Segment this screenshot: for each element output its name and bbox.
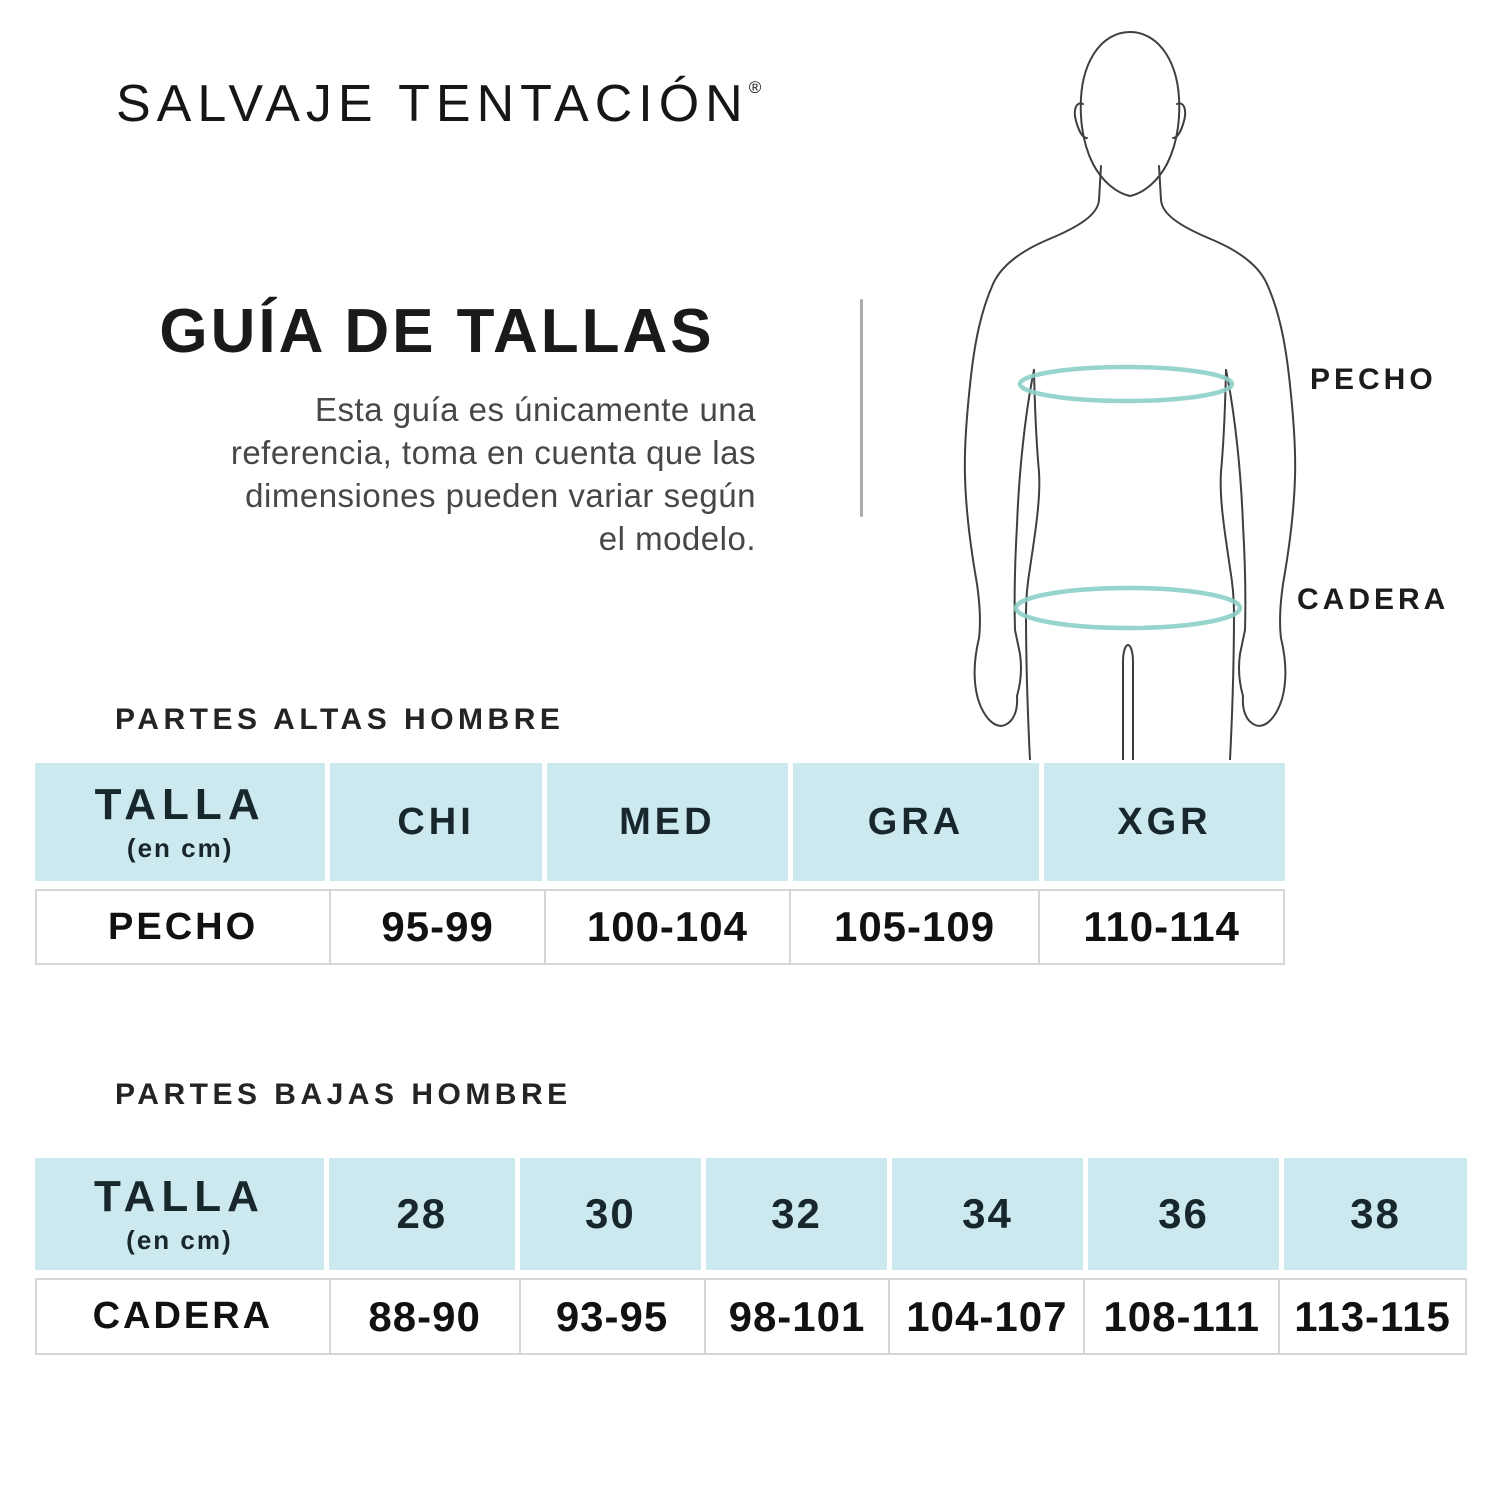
size-header-unit: (en cm) — [126, 833, 234, 863]
row-label-cell: PECHO — [108, 905, 259, 948]
value-cell: 113-115 — [1278, 1280, 1465, 1353]
bottoms-column-header — [1088, 1158, 1279, 1270]
tops-column-header — [793, 763, 1039, 881]
column-header-label: 30 — [585, 1190, 636, 1237]
tops-table-data-row — [35, 889, 1285, 965]
value-cell: 95-99 — [329, 891, 544, 963]
value-cell: 98-101 — [704, 1280, 889, 1353]
tops-column-header — [547, 763, 788, 881]
hips-measurement-ellipse — [1016, 588, 1240, 628]
bottoms-column-header — [892, 1158, 1083, 1270]
description-line: el modelo. — [598, 520, 756, 557]
size-header-label: TALLA — [94, 780, 266, 829]
inner-legs-line — [1123, 645, 1133, 760]
size-header-label: TALLA — [93, 1172, 265, 1221]
vertical-divider — [860, 299, 863, 517]
bottoms-column-header — [329, 1158, 515, 1270]
bottoms-section-title: PARTES BAJAS HOMBRE — [115, 1078, 572, 1111]
value-cell: 100-104 — [544, 891, 789, 963]
bottoms-column-header — [1284, 1158, 1467, 1270]
tops-size-table — [35, 763, 1285, 965]
description-line: referencia, toma en cuenta que las — [230, 434, 756, 471]
left-arm-outline — [965, 166, 1101, 726]
description-line: Esta guía es únicamente una — [315, 391, 756, 428]
column-header-label: 28 — [396, 1190, 448, 1237]
tops-table-header-row — [35, 763, 1285, 881]
value-cell: 110-114 — [1038, 891, 1283, 963]
column-header-label: XGR — [1117, 800, 1212, 843]
value-cell: 105-109 — [789, 891, 1039, 963]
tops-column-header — [330, 763, 542, 881]
right-torso-leg — [1221, 370, 1234, 760]
brand-name: SALVAJE TENTACIÓN — [116, 75, 749, 133]
bottoms-size-header-cell — [35, 1158, 324, 1270]
brand-logo — [116, 74, 761, 134]
tops-section-title: PARTES ALTAS HOMBRE — [115, 703, 565, 736]
column-header-label: 36 — [1158, 1190, 1209, 1237]
left-torso-leg — [1026, 370, 1039, 760]
value-cell: 93-95 — [519, 1280, 704, 1353]
size-header-unit: (en cm) — [126, 1225, 233, 1255]
tops-size-header-cell — [35, 763, 325, 881]
row-label-cell: CADERA — [92, 1295, 274, 1337]
bottoms-table-header-row — [35, 1158, 1467, 1270]
male-body-outline-illustration — [930, 20, 1320, 760]
guide-description — [88, 388, 756, 560]
left-inner-arm — [1015, 370, 1034, 696]
tops-column-header — [1044, 763, 1285, 881]
value-cell: 88-90 — [329, 1280, 519, 1353]
bottoms-table-data-row — [35, 1278, 1467, 1355]
column-header-label: GRA — [867, 800, 965, 843]
column-header-label: 34 — [962, 1190, 1013, 1237]
right-arm-outline — [1159, 166, 1295, 726]
column-header-label: MED — [619, 800, 716, 843]
head-outline — [1081, 32, 1180, 196]
column-header-label: CHI — [397, 800, 475, 843]
column-header-label: 38 — [1350, 1190, 1401, 1237]
bottoms-column-header — [520, 1158, 701, 1270]
registered-trademark-symbol: ® — [748, 78, 762, 97]
value-cell: 108-111 — [1083, 1280, 1278, 1353]
value-cell: 104-107 — [888, 1280, 1083, 1353]
chest-measure-label: PECHO — [1310, 363, 1437, 396]
hips-measure-label: CADERA — [1297, 583, 1450, 616]
chest-measurement-ellipse — [1020, 367, 1232, 401]
right-inner-arm — [1226, 370, 1245, 696]
bottoms-column-header — [706, 1158, 887, 1270]
description-line: dimensiones pueden variar según — [245, 477, 756, 514]
column-header-label: 32 — [771, 1190, 822, 1237]
bottoms-size-table — [35, 1158, 1467, 1355]
page-title: GUÍA DE TALLAS — [159, 297, 715, 366]
